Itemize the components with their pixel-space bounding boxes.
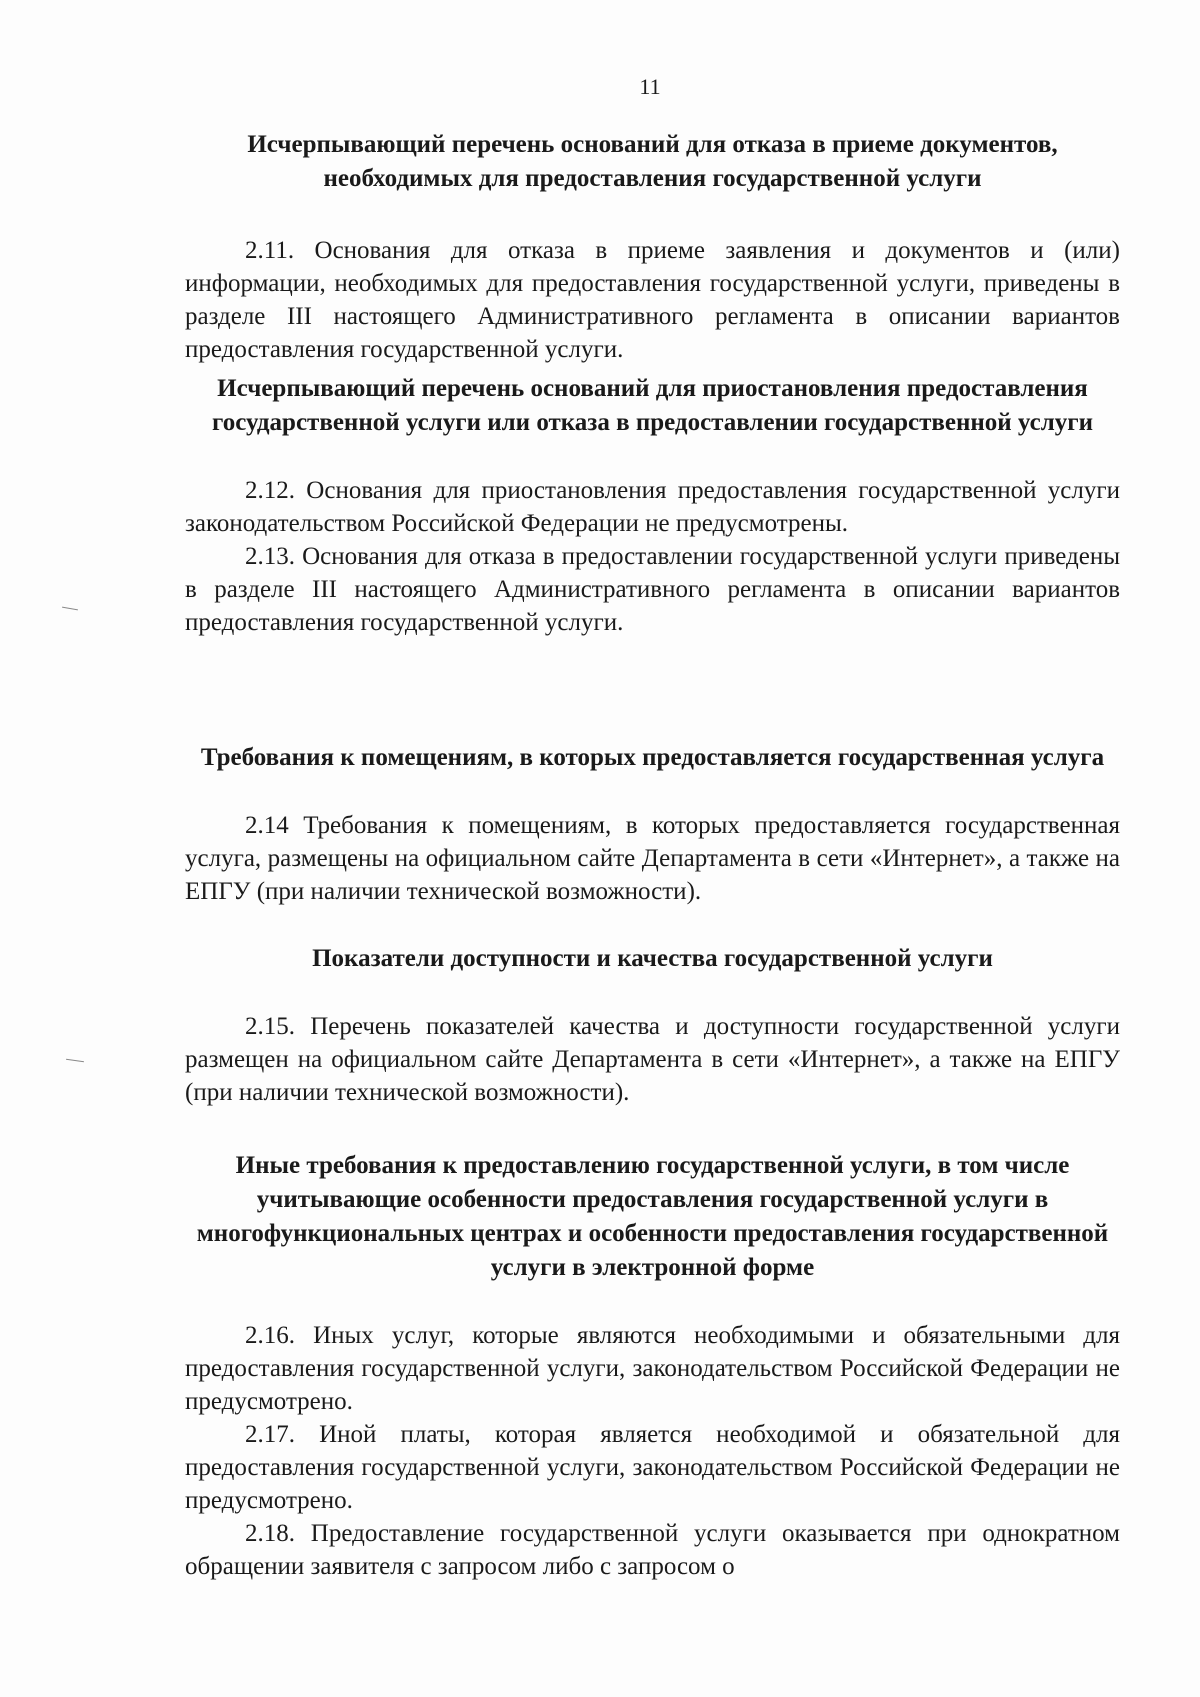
section-heading-other-requirements: Иные требования к предоставлению государственной услуги, в том числе учитывающие особенности предоставления государственной услуги в многофункциональных центрах и особенности предоставления государственной услуги в электронной форме — [196, 1152, 1109, 1281]
paragraph-2-16: 2.16. Иных услуг, которые являются необходимыми и обязательными для предоставления государственной услуги, законодательством Российской Федерации не предусмотрено. — [185, 1322, 1120, 1415]
page-number: 11 — [639, 74, 661, 99]
margin-mark — [66, 1059, 84, 1062]
section-heading-refusal-acceptance: Исчерпывающий перечень оснований для отказа в приеме документов, необходимых для предоставления государственной услуги — [247, 131, 1058, 192]
section-heading-premises: Требования к помещениям, в которых предоставляется государственная услуга — [200, 744, 1105, 771]
paragraph-2-13: 2.13. Основания для отказа в предоставлении государственной услуги приведены в разделе III настоящего Административного регламента в описании вариантов предоставления государственной услуги. — [185, 543, 1120, 636]
paragraph-2-14: 2.14 Требования к помещениям, в которых предоставляется государственная услуга, размещены на официальном сайте Департамента в сети «Интернет», а также на ЕПГУ (при наличии технической возможности). — [185, 812, 1120, 905]
paragraph-2-15: 2.15. Перечень показателей качества и доступности государственной услуги размещен на официальном сайте Департамента в сети «Интернет», а также на ЕПГУ (при наличии технической возможности). — [185, 1013, 1120, 1106]
paragraph-2-17: 2.17. Иной платы, которая является необходимой и обязательной для предоставления государственной услуги, законодательством Российской Федерации не предусмотрено. — [185, 1421, 1120, 1514]
margin-mark — [62, 607, 78, 611]
paragraph-2-12: 2.12. Основания для приостановления предоставления государственной услуги законодательством Российской Федерации не предусмотрены. — [185, 477, 1120, 537]
paragraph-2-18: 2.18. Предоставление государственной услуги оказывается при однократном обращении заявителя с запросом либо с запросом о — [185, 1520, 1120, 1580]
paragraph-2-11: 2.11. Основания для отказа в приеме заявления и документов и (или) информации, необходимых для предоставления государственной услуги, приведены в разделе III настоящего Административного регламента в описании вариантов предоставления государственной услуги. — [185, 237, 1120, 363]
section-heading-suspension-refusal: Исчерпывающий перечень оснований для приостановления предоставления государственной услуги или отказа в предоставлении государственной услуги — [211, 375, 1094, 436]
section-heading-quality-indicators: Показатели доступности и качества государственной услуги — [312, 945, 993, 972]
document-body — [185, 128, 1120, 1583]
